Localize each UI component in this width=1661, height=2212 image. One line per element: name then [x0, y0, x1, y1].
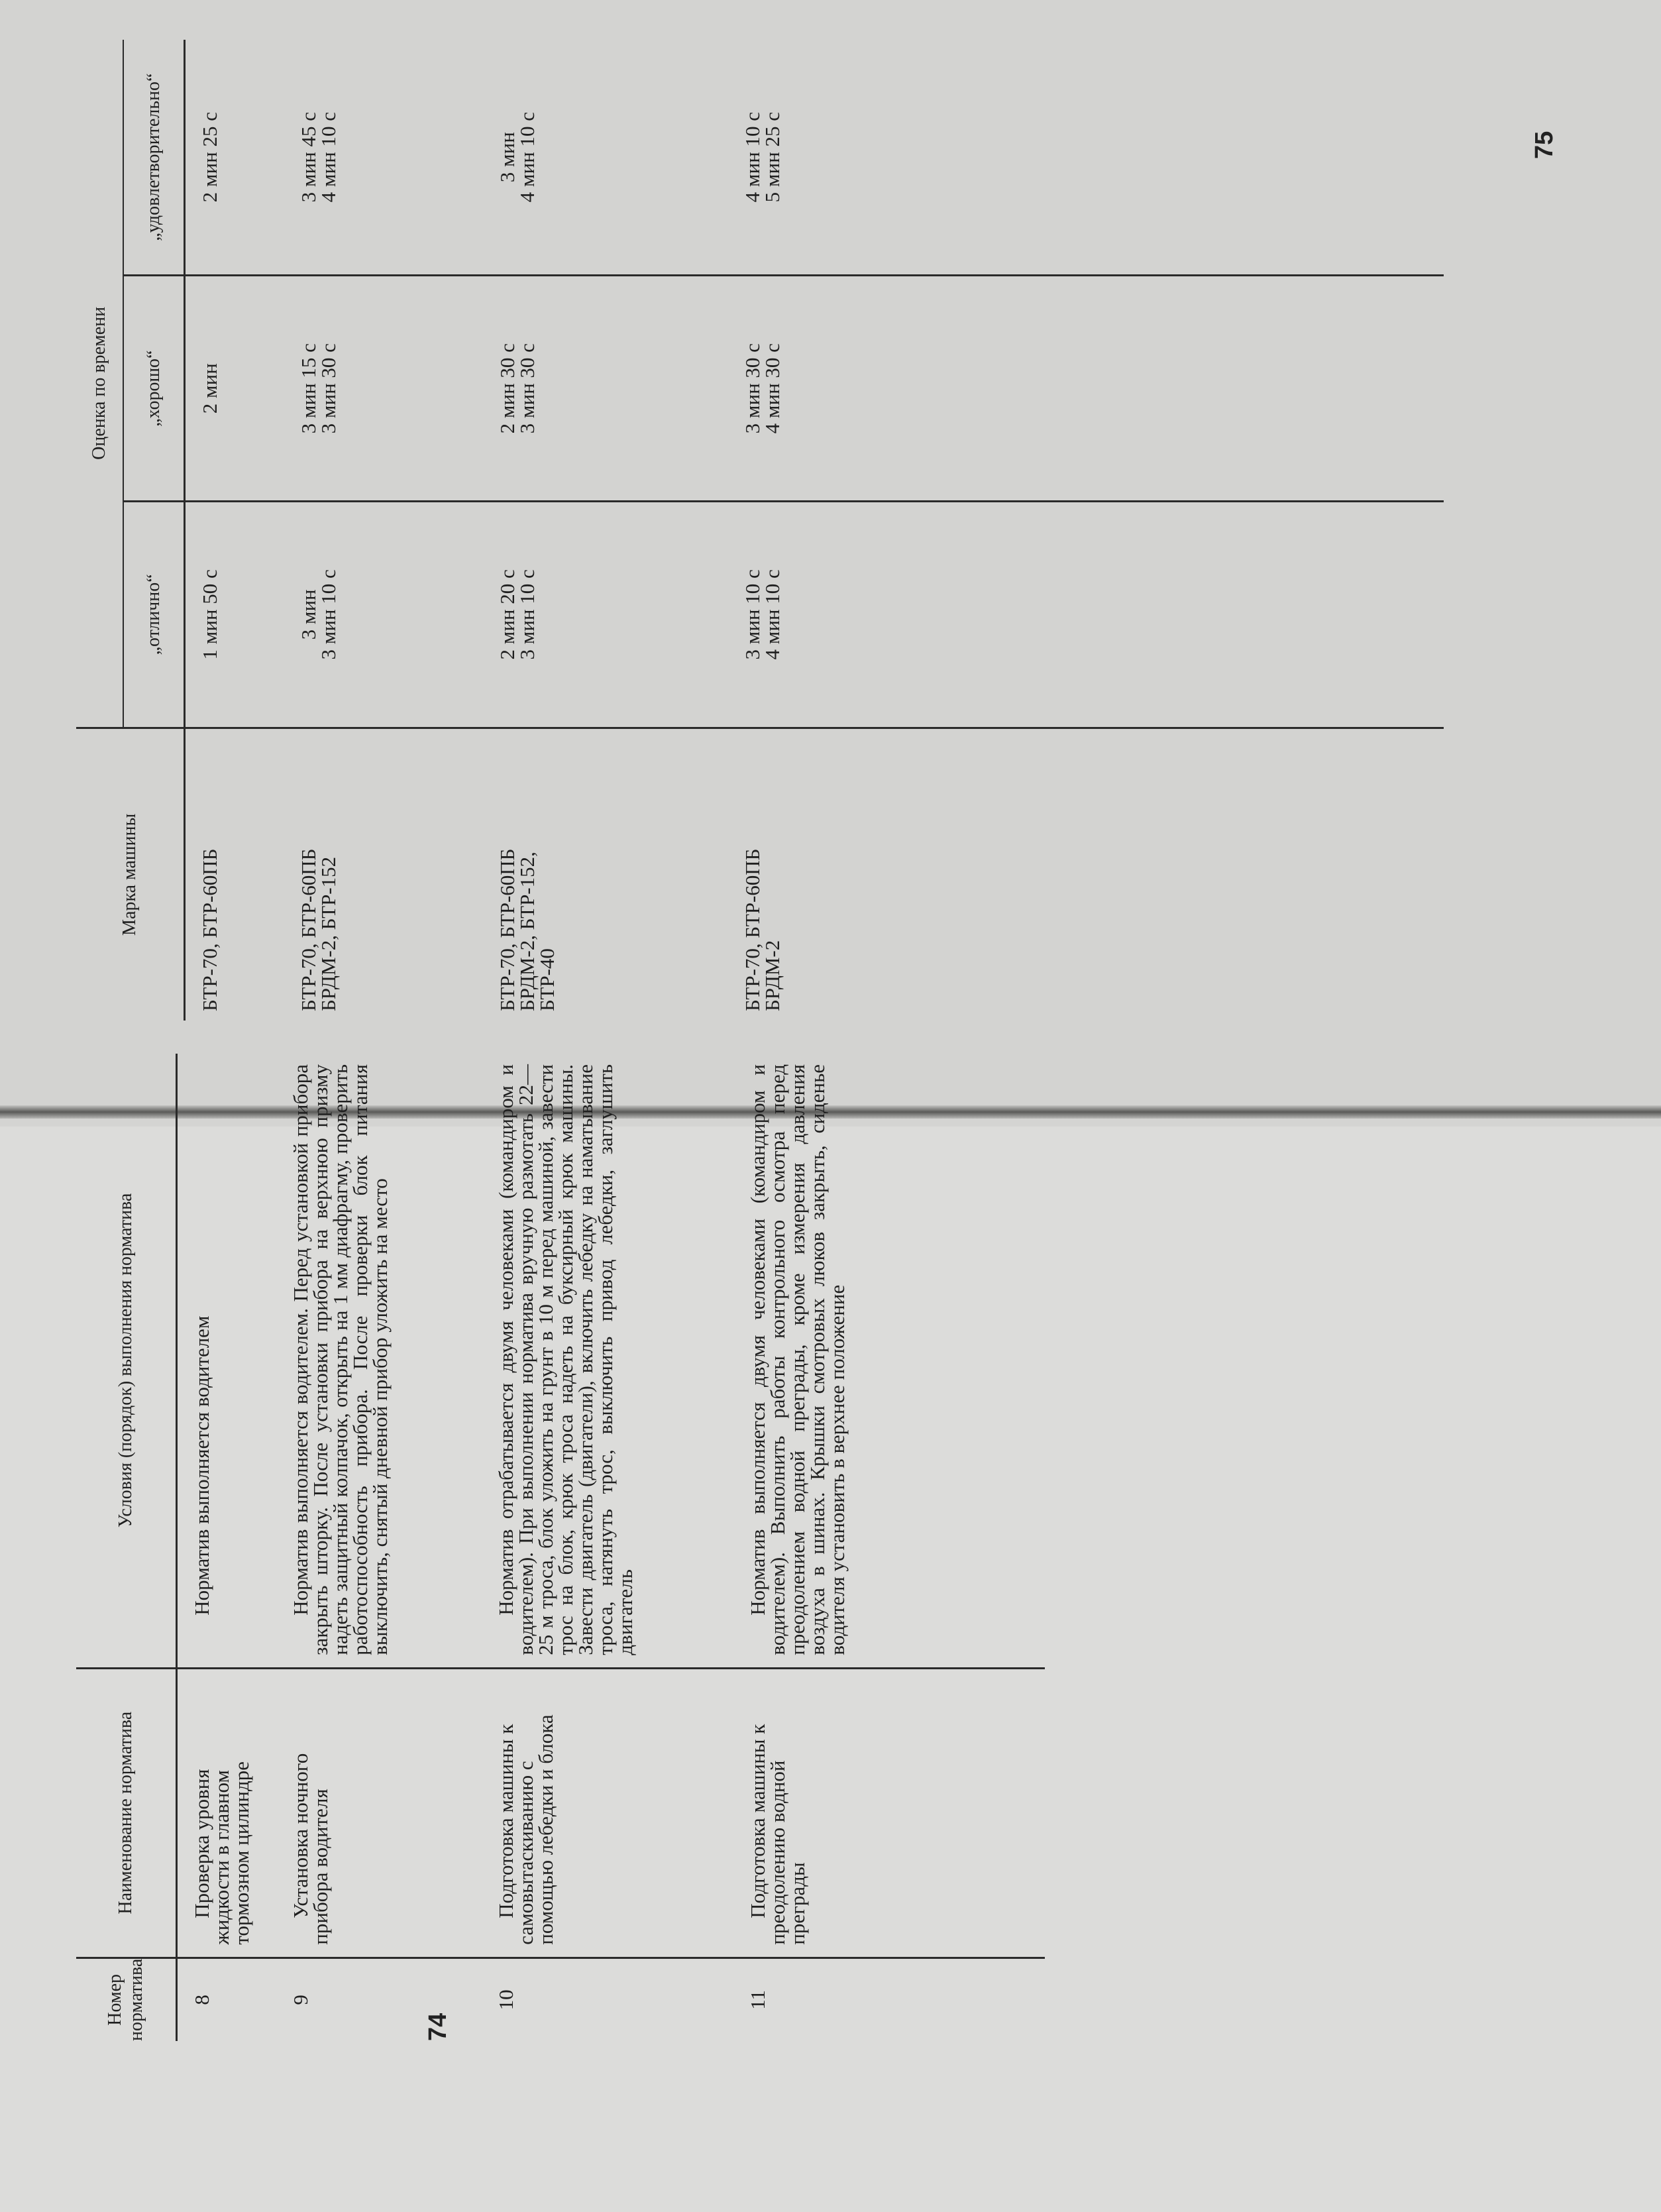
header-excellent: „отлично“: [123, 502, 185, 728]
time-excellent: 3 мин 10 с 4 мин 10 с: [740, 569, 784, 660]
table-row: [284, 40, 483, 1021]
normative-conditions: Норматив выполняется водителем: [190, 1315, 213, 1616]
header-satisfactory: „удовлетворительно“: [123, 40, 185, 276]
time-satisfactory: 4 мин 10 с 5 мин 25 с: [740, 112, 784, 203]
machine-mark: БТР-70, БТР-60ПБ БРДМ-2, БТР-152, БТР-40: [495, 848, 559, 1011]
table-row: [733, 1054, 1045, 2041]
table-row: [728, 40, 1444, 1021]
normative-conditions: Норматив выполняется водителем. Перед установкой прибора закрыть шторку. После установки прибора на верхнюю призму надеть защитный колпачок, открыть на 1 мм диафрагму, проверить работоспособность прибора. После проверки блок питания выключить, снятый дневной прибор уложить на место: [288, 1064, 392, 1655]
normative-conditions: Норматив отрабатывается двумя человеками (командиром и водителем). При выполнении норматива вручную размотать 22—25 м троса, блок уложить на грунт в 10 м перед машиной, завести трос на блок, крюк троса надеть на буксирный крюк машины. Завести двигатель (двигатели), включить лебедку на наматывание троса, натянуть трос, выключить привод лебедки, заглушить двигатель: [494, 1064, 637, 1655]
normative-name: Проверка уровня жидкости в главном тормозном цилиндре: [190, 1761, 253, 1945]
normative-number: 11: [733, 1958, 1045, 2041]
table-row: [185, 40, 284, 1021]
normative-number: 8: [177, 1958, 276, 2041]
time-satisfactory: 3 мин 45 с 4 мин 10 с: [296, 112, 340, 203]
header-grade-group: Оценка по времени: [76, 40, 123, 728]
normative-number: 10: [482, 1958, 733, 2041]
normative-name: Установка ночного прибора водителя: [288, 1753, 332, 1945]
table-row: [177, 1054, 276, 2041]
right-page-table-wrapper: [76, 40, 1444, 1021]
time-good: 3 мин 15 с 3 мин 30 с: [296, 343, 340, 434]
time-excellent: 1 мин 50 с: [198, 569, 221, 660]
header-number: Номер норматива: [76, 1958, 177, 2041]
time-excellent: 2 мин 20 с 3 мин 10 с: [495, 569, 539, 660]
header-mark: Марка машины: [76, 728, 185, 1021]
normative-name: Подготовка машины к преодолению водной преграды: [745, 1724, 809, 1945]
machine-mark: БТР-70, БТР-60ПБ БРДМ-2: [740, 848, 784, 1011]
time-excellent: 3 мин 3 мин 10 с: [296, 569, 340, 660]
normative-conditions: Норматив выполняется двумя человеками (командиром и водителем). Выполнить работы контрольного осмотра перед преодолением водной преграды, кроме измерения давления воздуха в шинах. Крышки смотровых люков закрыть, сиденье водителя установить в верхнее положение: [745, 1064, 849, 1655]
time-grades-table: [76, 40, 1444, 1021]
machine-mark: БТР-70, БТР-60ПБ: [198, 848, 221, 1011]
normative-number: 9: [276, 1958, 482, 2041]
table-row: [276, 1054, 482, 2041]
time-satisfactory: 3 мин 4 мин 10 с: [495, 112, 539, 203]
normative-name: Подготовка машины к самовытаскиванию с помощью лебедки и блока: [494, 1714, 557, 1945]
header-good: „хорошо“: [123, 276, 185, 502]
normatives-table: [76, 1054, 1045, 2041]
page-number-left: 74: [424, 2013, 452, 2041]
table-row: [482, 1054, 733, 2041]
header-conditions: Условия (порядок) выполнения норматива: [76, 1054, 177, 1668]
page-number-right: 75: [1530, 131, 1558, 159]
time-satisfactory: 2 мин 25 с: [198, 112, 221, 203]
header-name: Наименование норматива: [76, 1668, 177, 1958]
left-page-table-wrapper: [76, 1054, 1045, 2041]
time-good: 2 мин: [198, 363, 221, 414]
table-row: [483, 40, 728, 1021]
time-good: 3 мин 30 с 4 мин 30 с: [740, 343, 784, 434]
time-good: 2 мин 30 с 3 мин 30 с: [495, 343, 539, 434]
machine-mark: БТР-70, БТР-60ПБ БРДМ-2, БТР-152: [296, 848, 340, 1011]
